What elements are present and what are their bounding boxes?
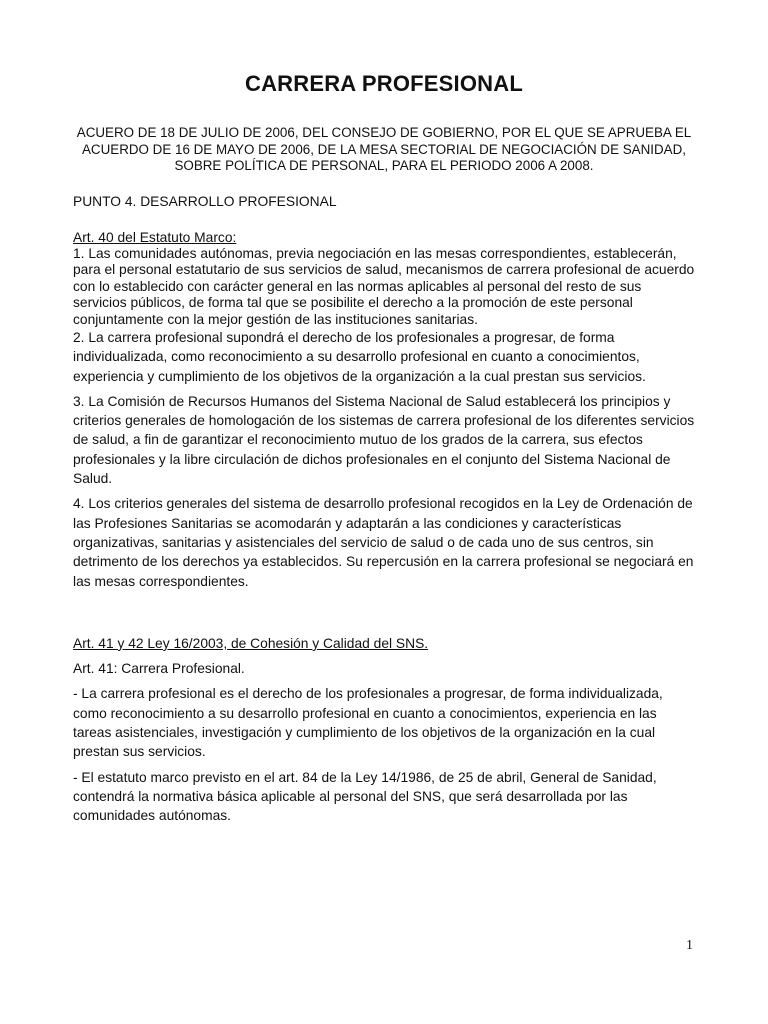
document-subtitle: ACUERO DE 18 DE JULIO DE 2006, DEL CONSEJO DE GOBIERNO, POR EL QUE SE APRUEBA EL ACUERDO DE 16 DE MAYO DE 2006, DE LA MESA SECTORIAL DE NEGOCIACIÓN DE SANIDAD, SOBRE POLÍTICA DE PERSONAL, PARA EL PERIODO 2006 A 2008. <box>76 125 692 173</box>
document-title: CARRERA PROFESIONAL <box>245 71 523 96</box>
page-number: 1 <box>686 938 693 953</box>
art41-paragraph-2: - El estatuto marco previsto en el art. 84 de la Ley 14/1986, de 25 de abril, General de Sanidad, contendrá la normativa básica aplicable al personal del SNS, que será desarrollada por las comunidades autónomas. <box>73 769 657 824</box>
art40-heading: Art. 40 del Estatuto Marco: <box>73 229 237 245</box>
section-heading: PUNTO 4. DESARROLLO PROFESIONAL <box>73 193 337 209</box>
art40-paragraph-3: 3. La Comisión de Recursos Humanos del Sistema Nacional de Salud establecerá los principios y criterios generales de homologación de los sistemas de carrera profesional de los diferentes servicios de salud, a fin de garantizar el reconocimiento mutuo de los grados de la carrera, sus efectos profesionales y la libre circulación de dichos profesionales en el conjunto del Sistema Nacional de Salud. <box>73 393 695 487</box>
art40-paragraph-4: 4. Los criterios generales del sistema de desarrollo profesional recogidos en la Ley de Ordenación de las Profesiones Sanitarias se acomodarán y adaptarán a las condiciones y características organizativas, sanitarias y asistenciales del servicio de salud o de cada uno de sus centros, sin detrimento de los derechos ya establecidos. Su repercusión en la carrera profesional se negociará en las mesas correspondientes. <box>73 496 694 589</box>
art41-subheading: Art. 41: Carrera Profesional. <box>73 661 245 677</box>
art41-paragraph-1: - La carrera profesional es el derecho de los profesionales a progresar, de forma individualizada, como reconocimiento a su desarrollo profesional en cuanto a conocimientos, experiencia en las tareas asistenciales, investigación y cumplimiento de los objetivos de la organización en la cual prestan sus servicios. <box>73 686 663 760</box>
art40-paragraph-2: 2. La carrera profesional supondrá el derecho de los profesionales a progresar, de forma individualizada, como reconocimiento a su desarrollo profesional en cuanto a conocimientos, experiencia y cumplimiento de los objetivos de la organización a la cual prestan sus servicios. <box>73 330 646 384</box>
art41-heading: Art. 41 y 42 Ley 16/2003, de Cohesión y Calidad del SNS. <box>73 635 429 651</box>
document-page <box>73 0 695 826</box>
art40-paragraph-1: 1. Las comunidades autónomas, previa negociación en las mesas correspondientes, establecerán, para el personal estatutario de sus servicios de salud, mecanismos de carrera profesional de acuerdo con lo establecido con carácter general en las normas aplicables al personal del resto de sus servicios públicos, de forma tal que se posibilite el derecho a la promoción de este personal conjuntamente con la mejor gestión de las instituciones sanitarias. <box>73 245 695 327</box>
